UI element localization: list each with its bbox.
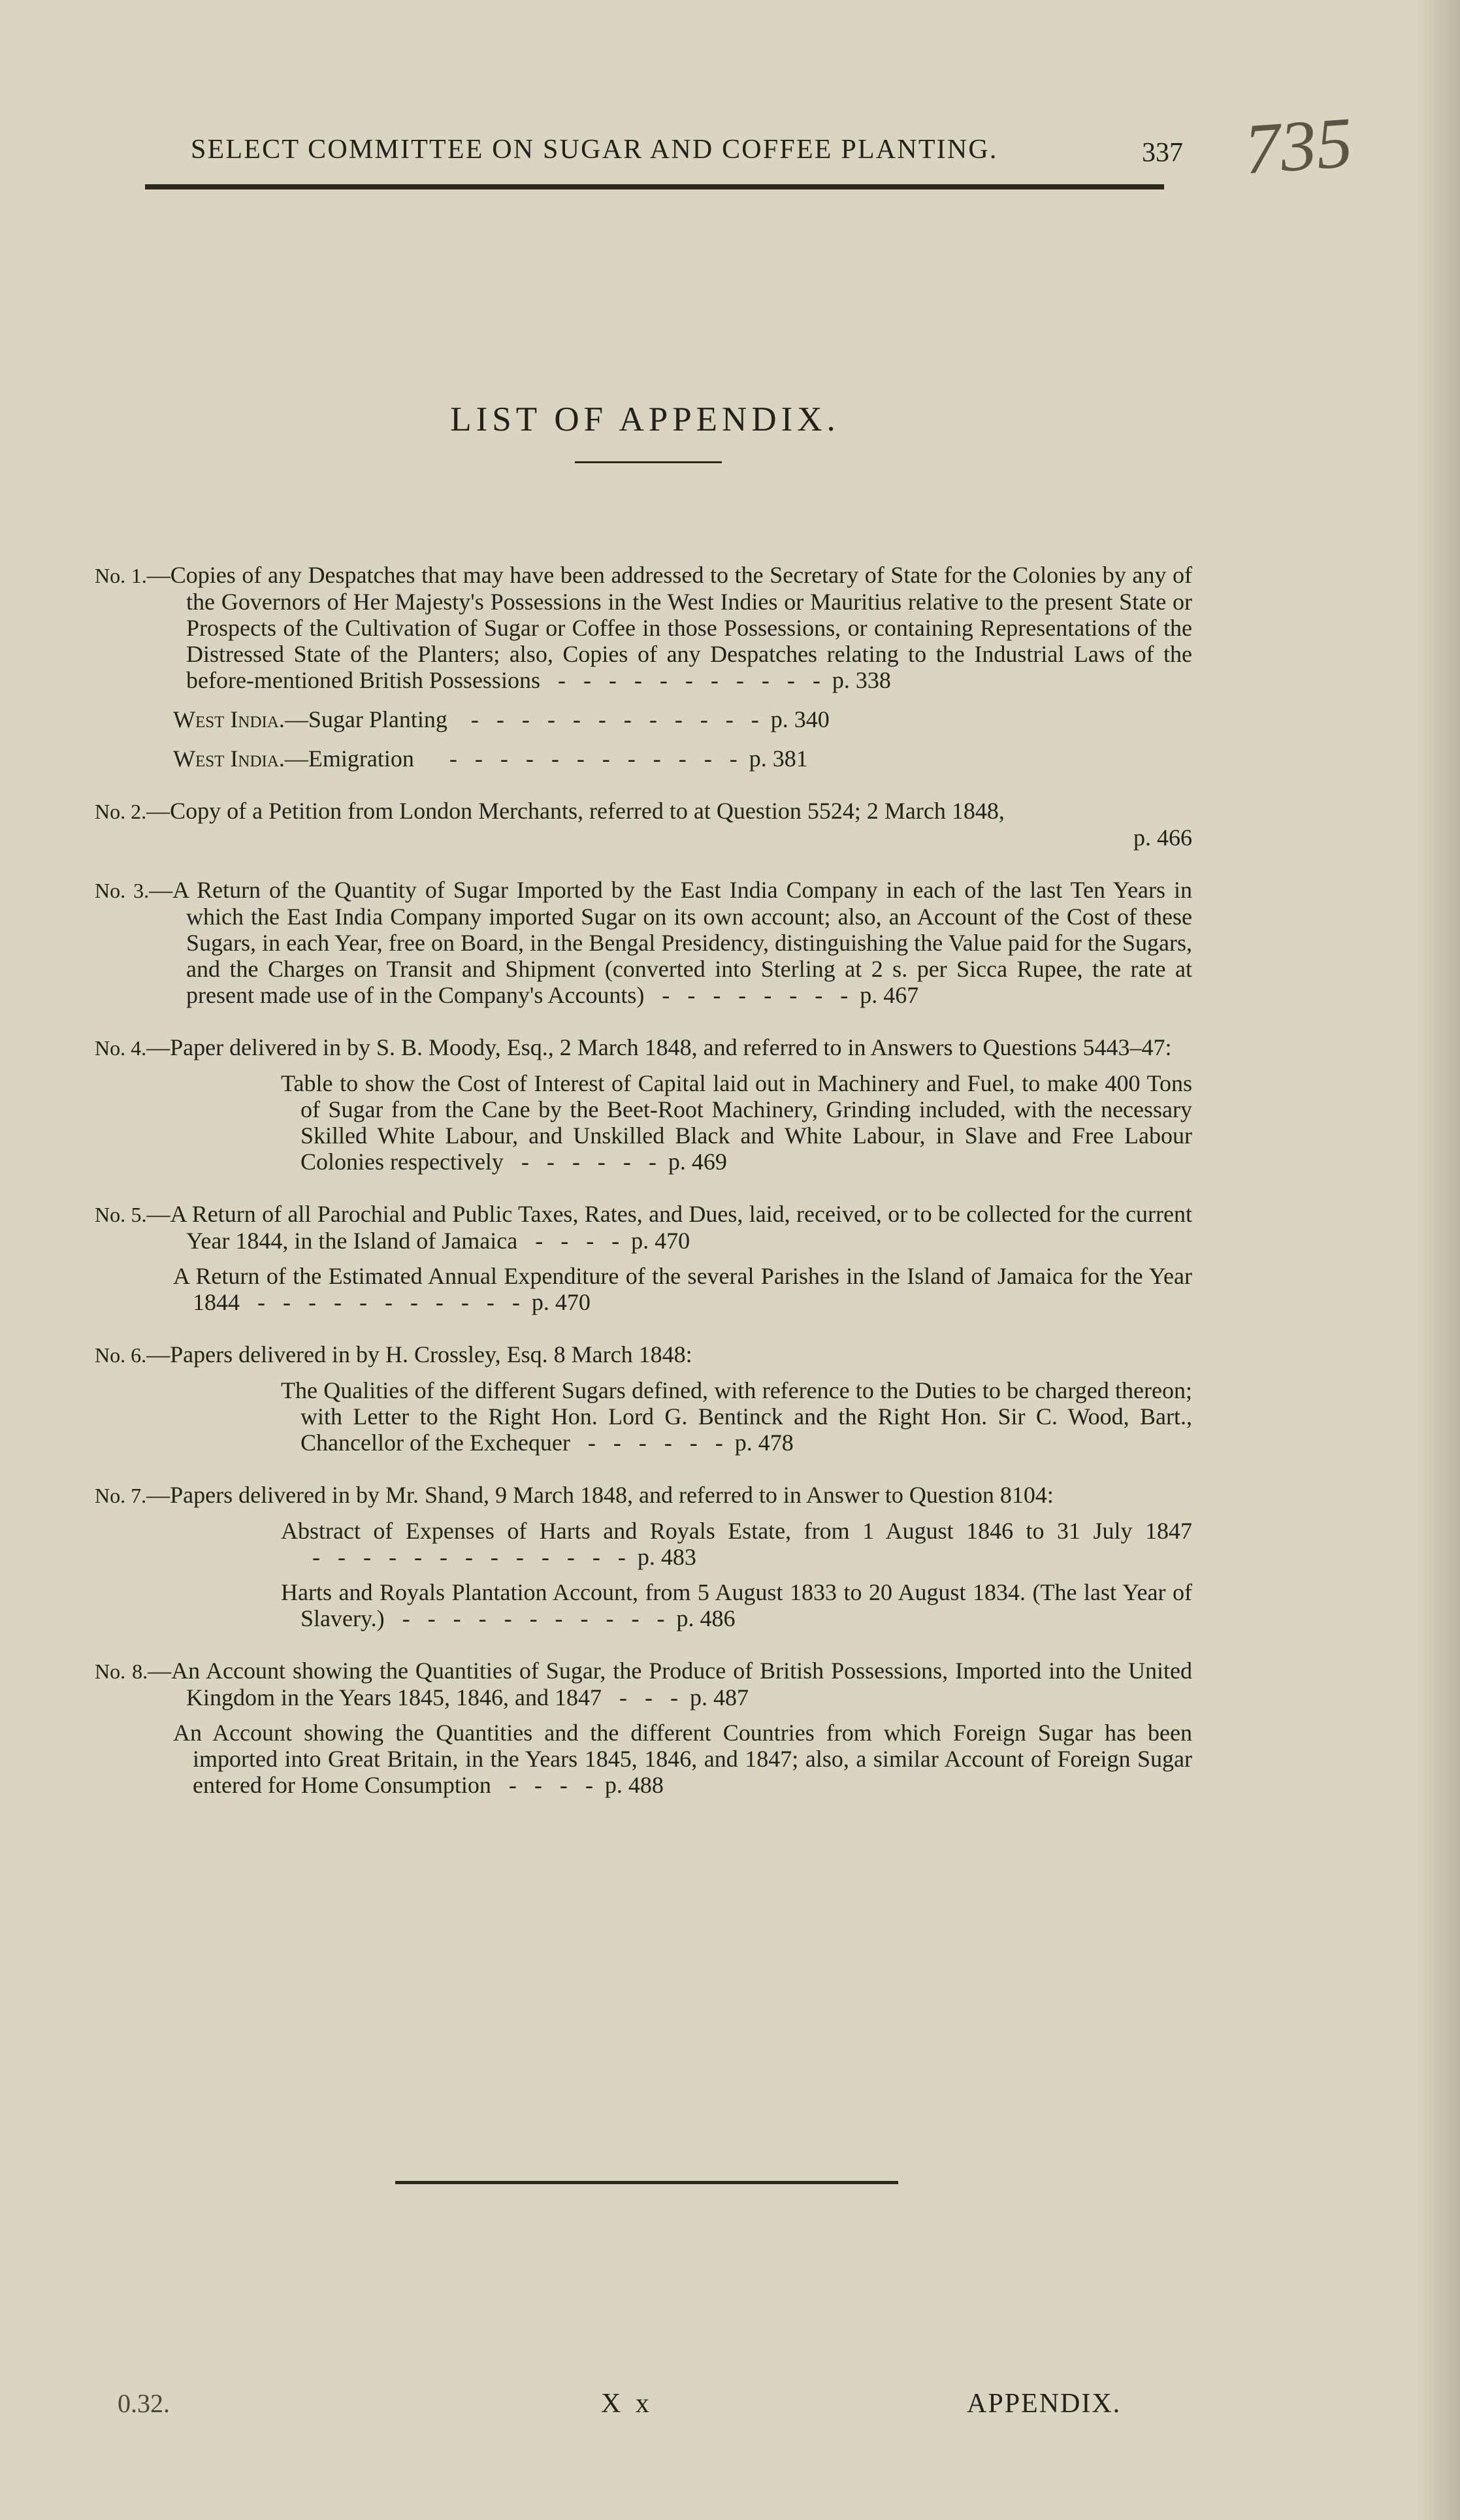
entry-number: No. 1. xyxy=(95,564,147,587)
sub-entry-text: —Sugar Planting xyxy=(284,706,447,732)
sub-entry-lead: West India. xyxy=(173,706,285,732)
leader-dots: - - - - - - - - - - - xyxy=(246,1289,526,1315)
appendix-entry-5 xyxy=(95,1201,1192,1315)
title-rule xyxy=(575,461,722,463)
page-reference: p. 381 xyxy=(749,745,808,772)
closing-rule xyxy=(395,2181,898,2184)
sub-entry-text: —Emigration xyxy=(284,745,414,772)
sub-entry xyxy=(95,706,1192,732)
leader-dots: - - - - - - xyxy=(509,1149,662,1175)
page-reference: p. 470 xyxy=(631,1228,690,1254)
sub-entry xyxy=(95,1070,1192,1175)
page-reference: p. 487 xyxy=(689,1684,749,1710)
page-reference: p. 486 xyxy=(676,1605,736,1631)
page-number: 337 xyxy=(1142,138,1183,168)
sub-entry-text: A Return of the Estimated Annual Expenditure of the several Parishes in the Island of Jamaica for the Year 1844 xyxy=(173,1263,1192,1315)
entry-number: No. 4. xyxy=(95,1036,147,1060)
sub-entry xyxy=(95,1518,1192,1570)
leader-dots: - - - - - - - - xyxy=(650,982,854,1008)
leader-dots: - - - - - - - - - - - xyxy=(390,1605,671,1631)
sub-entry xyxy=(95,1263,1192,1315)
appendix-entry-3 xyxy=(95,877,1192,1008)
handwritten-folio-number: 735 xyxy=(1241,102,1355,189)
entry-description: —A Return of the Quantity of Sugar Imported by the East India Company in each of the last Ten Years in which the East India Company imported Sugar on its own account; also, an Account of the Cost of these Sugars, in each Year, free on Board, in the Bengal Presidency, distinguishing the Value paid for the Sugars, and the Charges on Transit and Shipment (converted into Sterling at 2 s. per Sicca Rupee, the rate at present made use of in the Company's Accounts) xyxy=(149,877,1193,1008)
page-reference: p. 469 xyxy=(668,1149,727,1175)
sub-entry-text: Table to show the Cost of Interest of Capital laid out in Machinery and Fuel, to make 400 Tons of Sugar from the Cane by the Beet-Root Machinery, Grinding included, with the necessary Skilled White Labour, and Unskilled Black and White Labour, in Slave and Free Labour Colonies respectively xyxy=(281,1070,1192,1175)
entry-description: —An Account showing the Quantities of Sugar, the Produce of British Possessions, Imported into the United Kingdom in the Years 1845, 1846, and 1847 xyxy=(148,1658,1192,1710)
appendix-entry-6 xyxy=(95,1341,1192,1456)
entry-description: —Papers delivered in by Mr. Shand, 9 March 1848, and referred to in Answer to Question 8104: xyxy=(146,1482,1054,1508)
sub-entry xyxy=(95,1377,1192,1456)
entry-number: No. 2. xyxy=(95,800,147,823)
sub-entry-text: An Account showing the Quantities and the different Countries from which Foreign Sugar has been imported into Great Britain, in the Years 1845, 1846, and 1847; also, a similar Account of Foreign Sugar entered for Home Consumption xyxy=(173,1720,1192,1798)
entry-text xyxy=(95,877,1192,1008)
sub-entry-text: Abstract of Expenses of Harts and Royals Estate, from 1 August 1846 to 31 July 1847 xyxy=(281,1518,1192,1544)
appendix-entry-1 xyxy=(95,562,1192,772)
leader-dots: - - - - - - - - - - - xyxy=(545,667,826,693)
appendix-entry-8 xyxy=(95,1658,1192,1798)
page-title: LIST OF APPENDIX. xyxy=(450,401,840,438)
leader-dots: - - - - xyxy=(496,1772,599,1798)
sub-entry xyxy=(95,745,1192,772)
printer-signature: X x xyxy=(601,2389,653,2419)
page-edge-shadow xyxy=(1414,0,1460,2520)
sub-entry-text: Harts and Royals Plantation Account, from 5 August 1833 to 20 August 1834. (The last Year of Slavery.) xyxy=(281,1579,1192,1631)
entry-number: No. 3. xyxy=(95,879,150,902)
appendix-list xyxy=(95,562,1192,1824)
header-rule xyxy=(145,184,1164,189)
page-reference: p. 483 xyxy=(637,1544,696,1570)
page-reference: p. 466 xyxy=(1133,825,1192,851)
catchword: APPENDIX. xyxy=(967,2389,1122,2419)
sub-entry-lead: West India. xyxy=(173,745,285,772)
leader-dots: - - - - - - - - - - - - - xyxy=(300,1544,632,1570)
entry-text xyxy=(95,1658,1192,1710)
entry-description: —Papers delivered in by H. Crossley, Esq. 8 March 1848: xyxy=(146,1341,692,1367)
appendix-entry-7 xyxy=(95,1482,1192,1631)
page-reference: p. 338 xyxy=(832,667,891,693)
running-head: SELECT COMMITTEE ON SUGAR AND COFFEE PLANTING. xyxy=(191,135,998,165)
leader-dots: - - - - - - xyxy=(576,1430,729,1456)
entry-description: —Copies of any Despatches that may have been addressed to the Secretary of State for the Colonies by any of the Governors of Her Majesty's Possessions in the West Indies or Mauritius relative to the present State or Prospects of the Cultivation of Sugar or Coffee in those Possessions, or containing Representations of the Distressed State of the Planters; also, Copies of any Despatches relating to the Industrial Laws of the before-mentioned British Possessions xyxy=(146,562,1192,693)
sub-entry xyxy=(95,1720,1192,1798)
entry-description: —A Return of all Parochial and Public Taxes, Rates, and Dues, laid, received, or to be collected for the current Year 1844, in the Island of Jamaica xyxy=(146,1201,1193,1254)
entry-description: —Paper delivered in by S. B. Moody, Esq., 2 March 1848, and referred to in Answers to Questions 5443–47: xyxy=(146,1034,1172,1060)
entry-text xyxy=(95,562,1192,693)
page-reference: p. 478 xyxy=(734,1430,794,1456)
entry-text xyxy=(95,1201,1192,1254)
entry-number: No. 7. xyxy=(95,1484,147,1507)
entry-text xyxy=(95,1341,1192,1368)
leader-dots: - - - - - - - - - - - - xyxy=(453,706,765,732)
sheet-mark: 0.32. xyxy=(118,2389,170,2418)
page-reference: p. 488 xyxy=(604,1772,664,1798)
entry-description: —Copy of a Petition from London Merchants, referred to at Question 5524; 2 March 1848, xyxy=(146,798,1005,824)
entry-number: No. 5. xyxy=(95,1203,147,1226)
sub-entry-text: The Qualities of the different Sugars defined, with reference to the Duties to be charged thereon; with Letter to the Right Hon. Lord G. Bentinck and the Right Hon. Sir C. Wood, Bart., Chancellor of the Exchequer xyxy=(281,1377,1192,1456)
entry-text xyxy=(95,798,1192,851)
appendix-entry-2 xyxy=(95,798,1192,851)
entry-number: No. 8. xyxy=(95,1660,148,1683)
page-reference: p. 340 xyxy=(770,706,830,732)
sub-entry xyxy=(95,1579,1192,1631)
leader-dots: - - - - - - - - - - - - xyxy=(419,745,743,772)
page-reference: p. 470 xyxy=(531,1289,591,1315)
leader-dots: - - - xyxy=(607,1684,684,1710)
entry-text xyxy=(95,1482,1192,1509)
leader-dots: - - - - xyxy=(523,1228,626,1254)
page-reference: p. 467 xyxy=(860,982,919,1008)
entry-text xyxy=(95,1034,1192,1061)
entry-number: No. 6. xyxy=(95,1343,147,1367)
appendix-entry-4 xyxy=(95,1034,1192,1175)
